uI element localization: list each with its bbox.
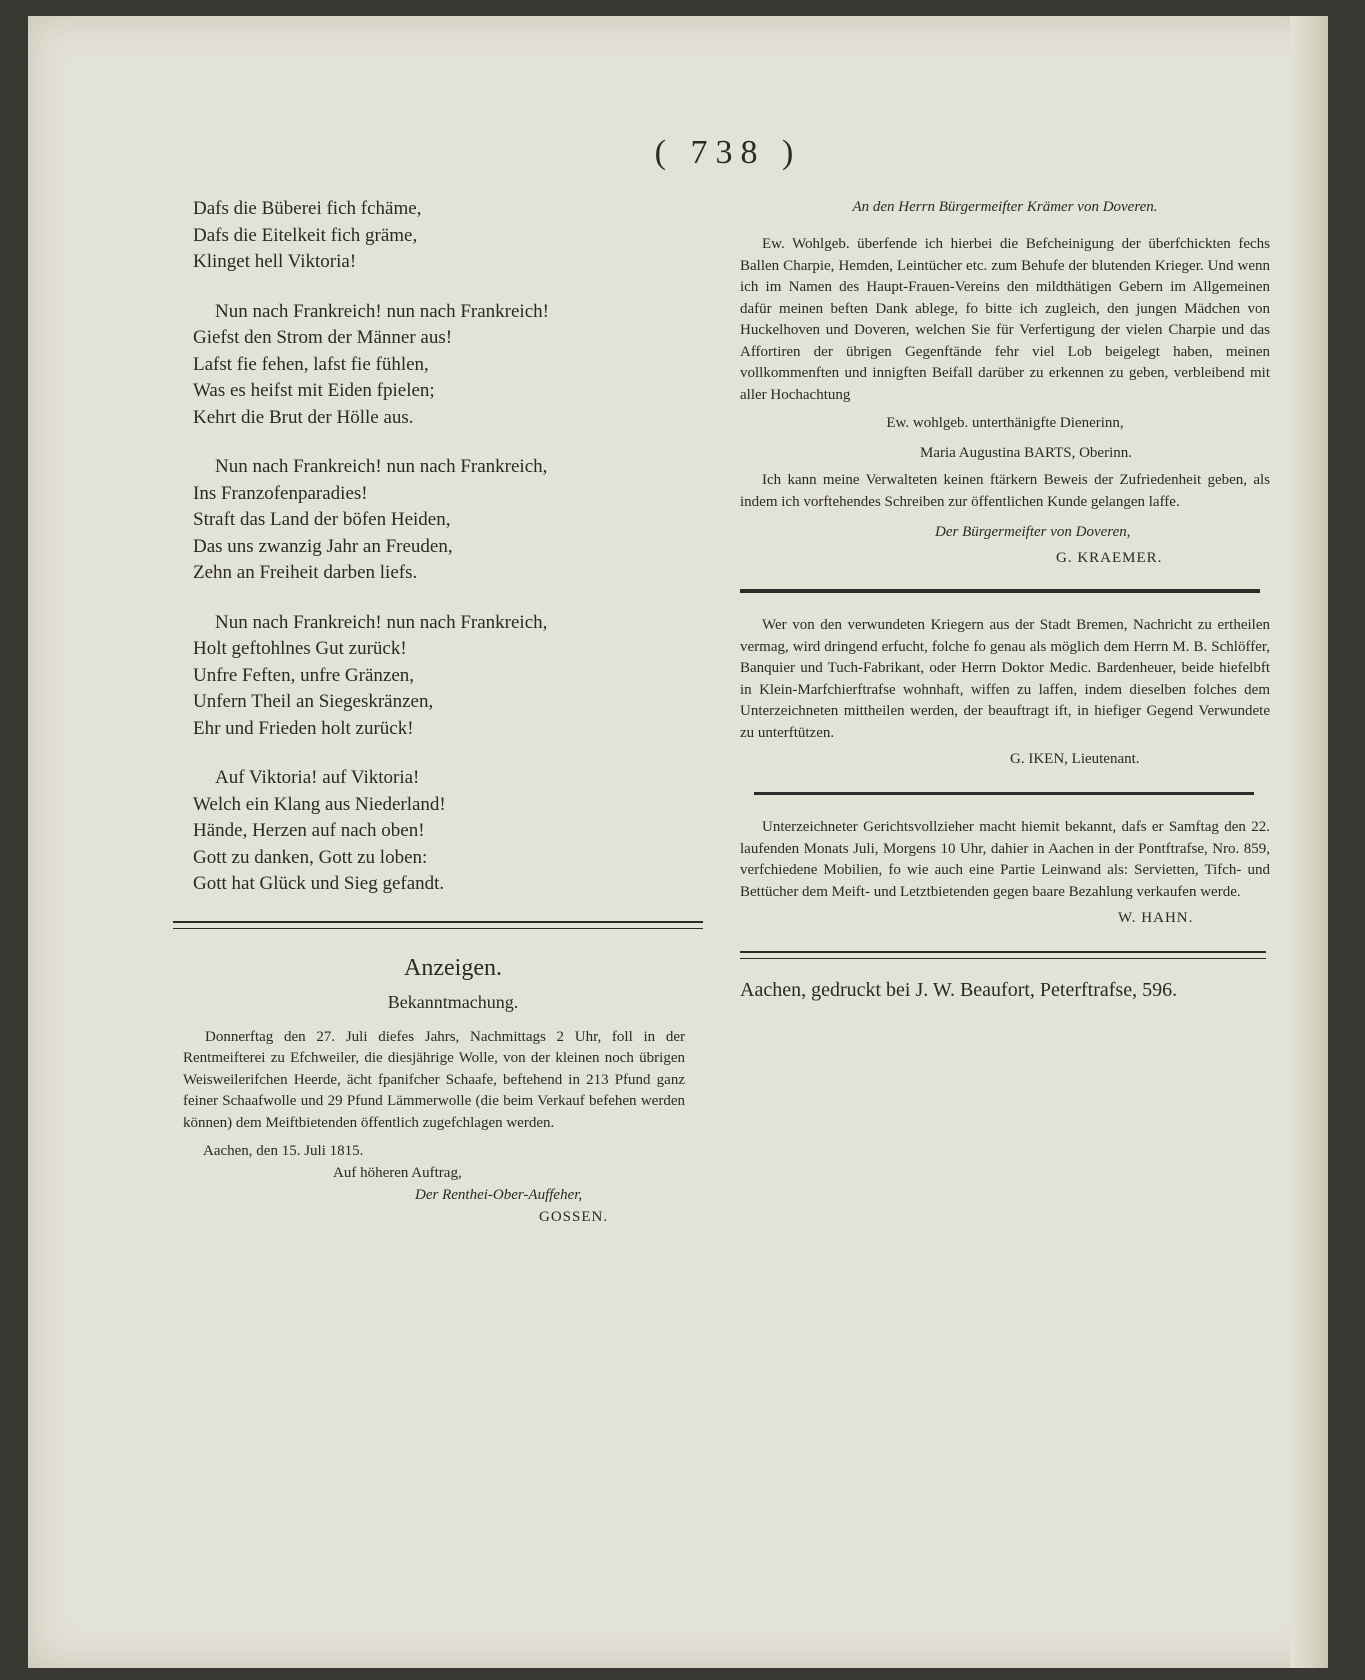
poem-line: Straft das Land der böfen Heiden,	[193, 509, 451, 530]
iken-signature: G. IKEN, Lieutenant.	[1010, 751, 1140, 767]
poem-line: Zehn an Freiheit darben liefs.	[193, 562, 418, 583]
poem-line: Auf Viktoria! auf Viktoria!	[215, 767, 420, 788]
divider-rule	[740, 589, 1260, 593]
notice-text: Donnerftag den 27. Juli diefes Jahrs, Nachmittags 2 Uhr, foll in der Rentmeifterei zu Efchweiler, die diesjährige Wolle, von der kleinen noch übrigen Weisweilerifchen Heerde, ächt fpanifcher Schaafe, beftehend in 213 Pfund ganz feiner Schaafwolle und 29 Pfund Lämmerwolle (die beim Verkauf befehen werden können) dem Meiftbietenden öffentlich zugefchlagen werden.	[183, 1028, 685, 1131]
page-edge	[1290, 16, 1328, 1668]
poem-line: Gott zu danken, Gott zu loben:	[193, 846, 428, 868]
mayor-text: Ich kann meine Verwalteten keinen ftärkern Beweis der Zufriedenheit geben, als indem ich vorftehendes Schreiben zur öffentlichen Kunde gelangen laffe.	[740, 472, 1270, 510]
poem-line: Klinget hell Viktoria!	[193, 251, 357, 272]
notice-order: Auf höheren Auftrag,	[333, 1165, 462, 1181]
poem-line: Ins Franzofenparadies!	[193, 482, 368, 504]
letter-address: An den Herrn Bürgermeifter Krämer von Doveren.	[852, 199, 1158, 215]
poem-line: Ehr und Frieden holt zurück!	[193, 717, 414, 739]
hahn-signature: W. HAHN.	[1118, 910, 1194, 926]
poem-line: Nun nach Frankreich! nun nach Frankreich,	[215, 611, 548, 633]
poem-line: Nun nach Frankreich! nun nach Frankreich!	[215, 300, 549, 322]
notice-date: Aachen, den 15. Juli 1815.	[203, 1143, 364, 1159]
letter-text: Ew. Wohlgeb. überfende ich hierbei die Befcheinigung der überfchickten fechs Ballen Charpie, Hemden, Leintücher etc. zum Behufe der blutenden Krieger. Und wenn ich im Namen des Haupt-Frauen-Vereins den mildthätigen Gebern im Allgemeinen dafür meinen beften Dank ablege, fo bitte ich zugleich, den jungen Mädchen von Huckelhoven und Doveren, welchen Sie für Verfertigung der vielen Charpie und das Affortiren der übrigen Gegenftände fehr viel Lob beigelegt haben, meinen vollkommenften und innigften Beifall darüber zu erkennen zu geben, verbleibend mit aller Hochachtung	[740, 236, 1270, 403]
mayor-title: Der Bürgermeifter von Doveren,	[935, 524, 1131, 540]
poem-line: Was es heifst mit Eiden fpielen;	[193, 380, 435, 401]
poem-line: Giefst den Strom der Männer aus!	[193, 327, 453, 348]
divider-rule	[754, 792, 1254, 795]
left-column	[183, 196, 713, 1228]
poem-line: Dafs die Eitelkeit fich gräme,	[193, 224, 418, 246]
newspaper-page	[28, 16, 1328, 1668]
poem-stanza	[193, 610, 713, 743]
poem	[193, 196, 713, 898]
notice-title: Bekanntmachung.	[387, 991, 519, 1012]
poem-stanza	[193, 454, 713, 587]
poem-line: Nun nach Frankreich! nun nach Frankreich,	[215, 456, 548, 477]
section-divider	[173, 921, 703, 929]
page-number: ( 738 )	[654, 134, 802, 171]
poem-stanza	[193, 196, 713, 276]
poem-line: Holt geftohlnes Gut zurück!	[193, 638, 407, 659]
notice-office: Der Renthei-Ober-Auffeher,	[415, 1187, 583, 1203]
poem-line: Das uns zwanzig Jahr an Freuden,	[193, 535, 453, 557]
poem-line: Welch ein Klang aus Niederland!	[193, 793, 446, 815]
poem-line: Kehrt die Brut der Hölle aus.	[193, 406, 414, 428]
imprint-divider	[740, 951, 1266, 959]
mayor-signature: G. KRAEMER.	[1056, 550, 1163, 566]
notice-signature: GOSSEN.	[539, 1209, 609, 1225]
poem-stanza	[193, 765, 713, 898]
poem-line: Lafst fie fehen, lafst fie fühlen,	[193, 353, 429, 375]
printer-imprint: Aachen, gedruckt bei J. W. Beaufort, Peterftrafse, 596.	[740, 979, 1178, 1001]
poem-line: Unfre Feften, unfre Gränzen,	[193, 664, 415, 686]
section-title: Anzeigen.	[404, 954, 502, 981]
hahn-notice-text: Unterzeichneter Gerichtsvollzieher macht hiemit bekannt, dafs er Samftag den 22. laufenden Monats Juli, Morgens 10 Uhr, dahier in Aachen in der Pontftrafse, Nro. 859, verfchiedene Mobilien, fo wie auch eine Partie Leinwand als: Servietten, Tifch- und Bettücher dem Meift- und Letztbietenden gegen baare Bezahlung verkaufen werde.	[740, 819, 1270, 900]
iken-notice-text: Wer von den verwundeten Kriegern aus der Stadt Bremen, Nachricht zu ertheilen vermag, wird dringend erfucht, folche fo genau als möglich dem Herrn M. B. Schlöffer, Banquier und Tuch-Fabrikant, oder Herrn Doktor Medic. Bardenheuer, beide hiefelbft in Klein-Marfchierftrafse wohnhaft, wiffen zu laffen, indem dieselben folches dem Unterzeichneten mittheilen werden, der beauftragt ift, in hiefiger Gegend Verwundete zu unterftützen.	[740, 617, 1270, 741]
letter-signature: Maria Augustina BARTS, Oberinn.	[920, 445, 1132, 461]
poem-line: Dafs die Büberei fich fchäme,	[193, 198, 422, 219]
poem-line: Unfern Theil an Siegeskränzen,	[193, 691, 434, 712]
poem-stanza	[193, 299, 713, 432]
poem-line: Gott hat Glück und Sieg gefandt.	[193, 873, 445, 894]
right-column	[740, 196, 1270, 1002]
poem-line: Hände, Herzen auf nach oben!	[193, 820, 425, 841]
letter-closing: Ew. wohlgeb. unterthänigfte Dienerinn,	[886, 415, 1124, 431]
